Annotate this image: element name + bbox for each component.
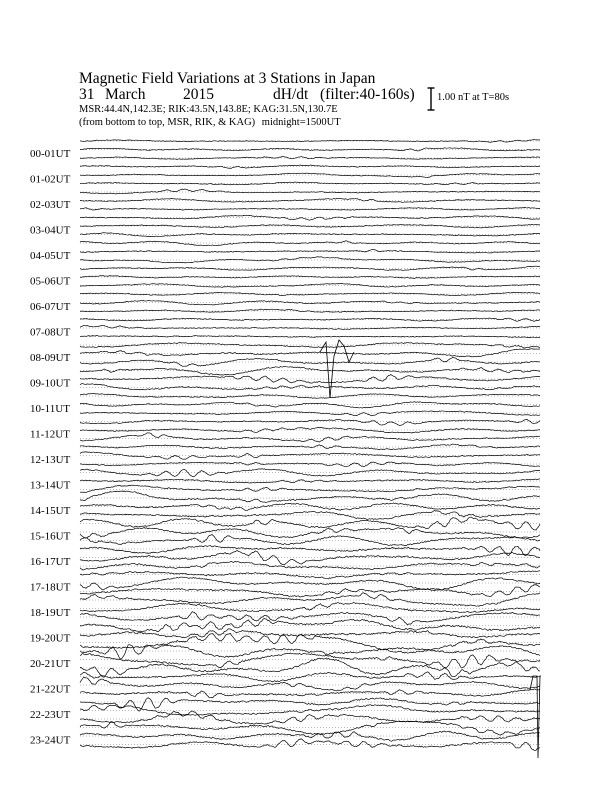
hour-label: 11-12UT [30,428,70,441]
hour-label: 08-09UT [30,352,71,364]
hour-label: 06-07UT [30,301,71,313]
hour-label: 03-04UT [30,224,71,237]
hour-label: 23-24UT [30,734,71,747]
trace-msr [80,711,540,724]
trace-kag [80,165,540,168]
trace-order: (from bottom to top, MSR, RIK, & KAG) [79,117,256,128]
date-year: 2015 [183,86,214,103]
trace-msr [80,511,540,520]
trace-rik [80,249,540,253]
trace-msr [80,433,540,442]
trace-rik [80,653,540,668]
filter-label: (filter:40-160s) [320,86,415,103]
trace-rik [80,349,540,357]
hour-label: 10-11UT [30,403,70,415]
scale-bar [428,88,435,110]
station-coordinates: MSR:44.4N,142.3E; RIK:43.5N,143.8E; KAG:31.5N,130.7E [79,104,338,115]
event-excursion [320,340,354,398]
hour-label: 14-15UT [30,505,71,517]
hour-label: 07-08UT [30,326,71,339]
date-month: March [105,86,146,103]
trace-kag [80,419,540,425]
hour-label: 05-06UT [30,275,71,288]
trace-msr [80,357,540,366]
trace-kag [80,366,540,375]
trace-msr [80,384,540,390]
trace-rik [80,427,540,433]
trace-kag [80,189,540,194]
date-day: 31 [79,86,95,103]
trace-kag [80,343,540,348]
trace-rik [80,603,540,613]
hour-label: 01-02UT [30,173,71,186]
trace-kag [80,721,540,735]
scale-bar-label: 1.00 nT at T=80s [437,92,510,103]
trace-msr [80,336,540,338]
hour-label: 21-22UT [30,683,71,696]
chart-title: Magnetic Field Variations at 3 Stations in Japan [79,70,376,87]
trace-msr [80,182,540,185]
trace-rik [80,677,540,691]
midnight-note: midnight=1500UT [261,117,341,128]
trace-msr [80,612,540,625]
trace-msr [80,485,540,492]
trace-msr [80,561,540,570]
hour-label: 12-13UT [30,454,71,466]
hour-label: 20-21UT [30,658,71,670]
trace-kag [80,645,540,659]
trace-kag [80,266,540,270]
trace-msr [80,658,540,677]
trace-kag [80,491,540,503]
trace-rik [80,402,540,408]
quantity-label: dH/dt [273,86,309,103]
trace-kag [80,215,540,220]
trace-rik [80,527,540,537]
trace-rik [80,325,540,329]
trace-rik [80,173,540,178]
hour-label: 04-05UT [30,250,71,262]
hour-label: 15-16UT [30,530,71,543]
hour-label: 17-18UT [30,581,71,594]
trace-msr [80,462,540,467]
hour-label: 09-10UT [30,377,71,390]
trace-rik [80,705,540,716]
trace-kag [80,698,540,712]
hour-label: 00-01UT [30,148,71,160]
trace-rik [80,374,540,383]
hour-label: 22-23UT [30,709,71,721]
trace-msr [80,535,540,546]
trace-kag [80,571,540,579]
trace-msr [80,309,540,312]
trace-msr [80,208,540,211]
hour-label: 02-03UT [30,199,71,211]
hour-label: 16-17UT [30,556,71,568]
hour-label: 18-19UT [30,607,71,619]
trace-kag [80,619,540,632]
hour-label: 19-20UT [30,632,71,645]
trace-kag [80,241,540,246]
hour-label: 13-14UT [30,479,71,492]
trace-rik [80,503,540,511]
trace-kag [80,546,540,556]
event-excursion [530,676,541,758]
trace-rik [80,731,540,741]
trace-msr [80,411,540,416]
trace-msr [80,584,540,597]
